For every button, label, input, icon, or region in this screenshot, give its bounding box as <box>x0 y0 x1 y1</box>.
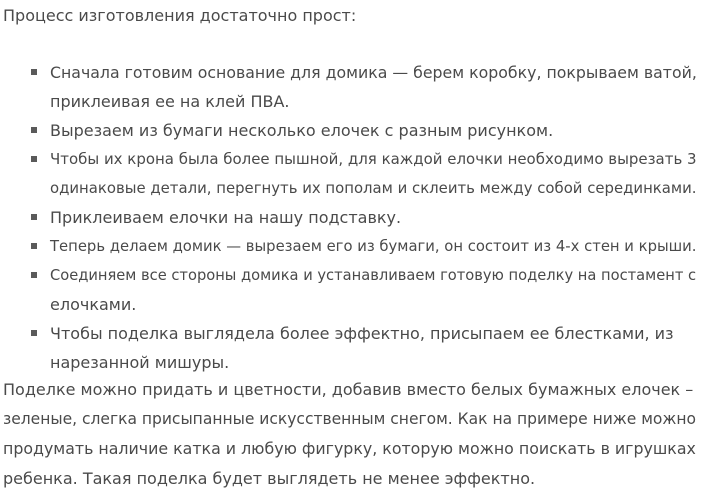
list-item-text: Соединяем все стороны домика и устанавливаем готовую поделку на постамент с <box>50 267 697 284</box>
list-item-text: елочками. <box>50 295 137 314</box>
list-item <box>0 145 702 203</box>
square-bullet-icon <box>31 156 37 162</box>
list-item-text: приклеивая ее на клей ПВА. <box>50 92 290 111</box>
square-bullet-icon <box>31 243 37 249</box>
list-item <box>0 261 702 319</box>
list-item <box>0 58 702 116</box>
list-item <box>0 203 702 232</box>
list-item-text: одинаковые детали, перегнуть их пополам и склеить между собой серединками. <box>50 179 697 197</box>
list-item <box>0 319 702 377</box>
outro-paragraph <box>3 375 696 493</box>
list-item-text: Теперь делаем домик — вырезаем его из бумаги, он состоит из 4-х стен и крыши. <box>50 238 697 255</box>
intro-paragraph: Процесс изготовления достаточно прост: <box>3 6 357 25</box>
square-bullet-icon <box>31 330 37 336</box>
paragraph-line: Поделке можно придать и цветности, добавив вместо белых бумажных елочек – <box>3 380 694 399</box>
square-bullet-icon <box>31 272 37 278</box>
list-item <box>0 116 702 145</box>
list-item <box>0 232 702 261</box>
square-bullet-icon <box>31 214 37 220</box>
square-bullet-icon <box>31 69 37 75</box>
list-item-text: Вырезаем из бумаги несколько елочек с разным рисунком. <box>50 121 554 140</box>
list-item-text: Чтобы их крона была более пышной, для каждой елочки необходимо вырезать 3 <box>50 150 697 168</box>
list-item-text: нарезанной мишуры. <box>50 353 230 372</box>
square-bullet-icon <box>31 127 37 133</box>
steps-list <box>0 58 702 377</box>
list-item-text: Чтобы поделка выглядела более эффектно, присыпаем ее блестками, из <box>50 324 674 343</box>
list-item-text: Приклеиваем елочки на нашу подставку. <box>50 208 402 227</box>
paragraph-line: продумать наличие катка и любую фигурку, которую можно поискать в игрушках <box>3 439 696 458</box>
paragraph-line: ребенка. Такая поделка будет выглядеть не менее эффектно. <box>3 468 536 488</box>
paragraph-line: зеленые, слегка присыпанные искусственным снегом. Как на примере ниже можно <box>3 409 696 428</box>
list-item-text: Сначала готовим основание для домика — берем коробку, покрываем ватой, <box>50 63 697 82</box>
